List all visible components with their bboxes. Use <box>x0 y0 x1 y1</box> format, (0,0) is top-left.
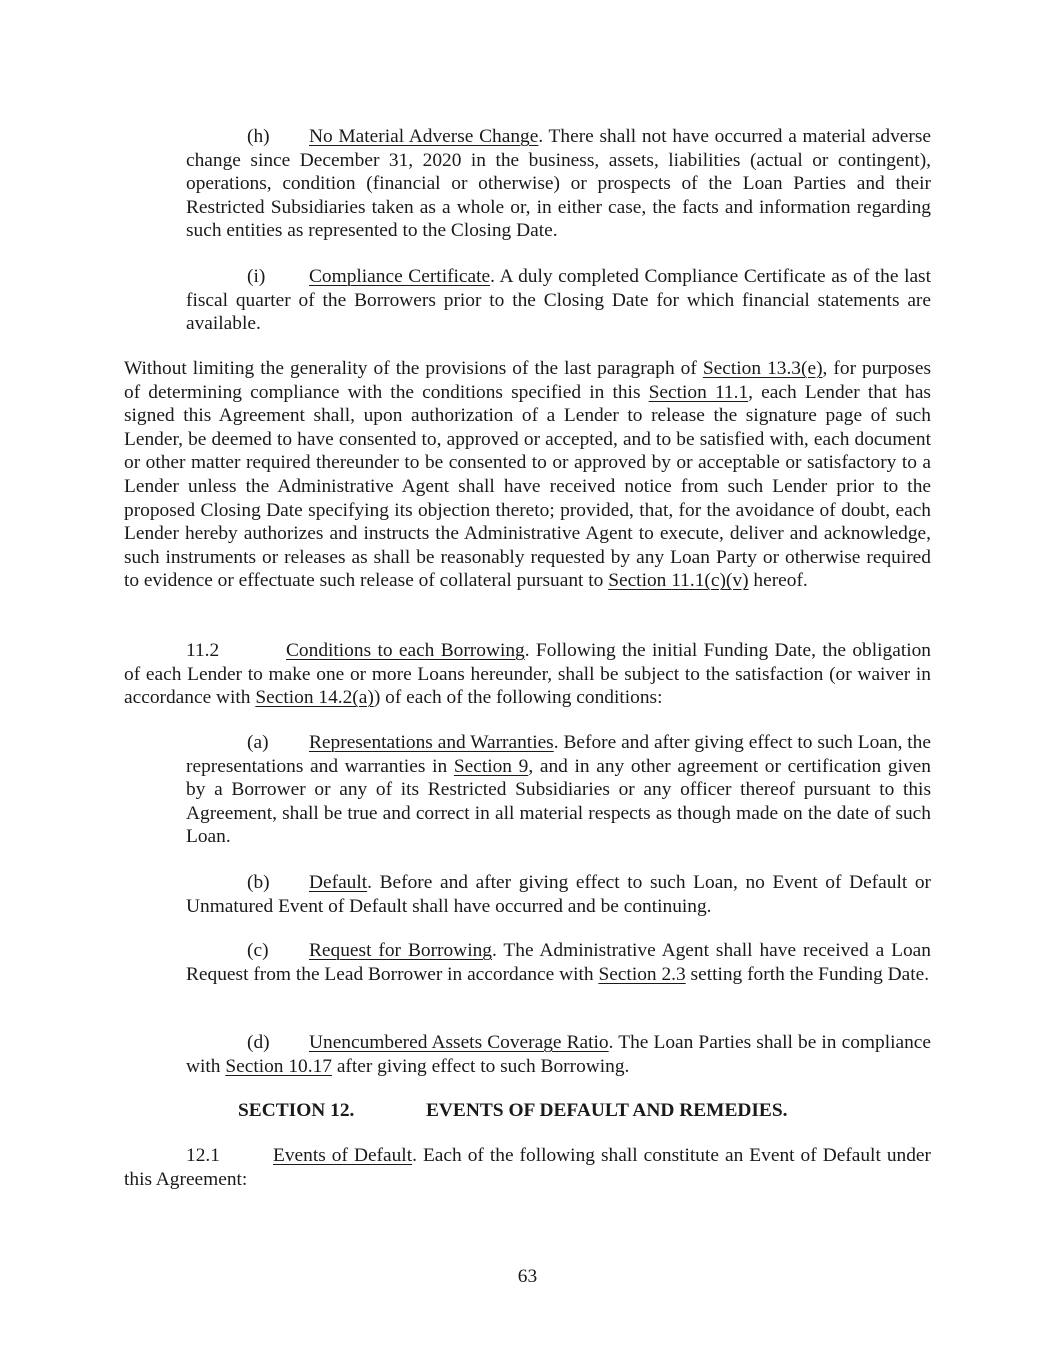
clause-title: Compliance Certificate <box>309 266 491 287</box>
section-title: Events of Default <box>273 1145 413 1166</box>
section-reference: Section 2.3 <box>598 963 686 985</box>
general-paragraph <box>124 357 931 593</box>
section-reference: Section 10.17 <box>225 1055 332 1077</box>
section-12-heading <box>238 1099 788 1123</box>
section-title: Conditions to each Borrowing <box>286 640 525 661</box>
clause-label: (b) <box>247 872 270 893</box>
clause-h <box>186 125 931 243</box>
section-reference: Section 11.1 <box>648 381 749 403</box>
page-number: 63 <box>517 1266 538 1287</box>
clause-text: . Before and after giving effect to such Loan, no Event of Default or Unmatured Event of Default shall have occurred and be continuing. <box>186 872 931 917</box>
section-heading-title: EVENTS OF DEFAULT AND REMEDIES. <box>426 1100 788 1121</box>
section-reference: Section 9 <box>453 755 529 777</box>
paragraph-text: hereof. <box>748 570 808 592</box>
clause-text: setting forth the Funding Date. <box>685 963 930 985</box>
section-reference: Section 14.2(a) <box>255 687 374 709</box>
clause-text: . The Loan Parties shall be in compliance with <box>186 1032 931 1077</box>
clause-title: Unencumbered Assets Coverage Ratio <box>309 1032 609 1053</box>
paragraph-text: ) of each of the following conditions: <box>373 687 663 709</box>
clause-text: , and in any other agreement or certification given by a Borrower or any of its Restricted Subsidiaries or any officer thereof pursuant to this Agreement, shall be true and correct in all material respects as though made on the date of such Loan. <box>186 755 931 848</box>
clause-c <box>186 939 931 986</box>
clause-label: (c) <box>247 940 269 961</box>
clause-text: . The Administrative Agent shall have received a Loan Request from the Lead Borrower in accordance with <box>186 940 931 985</box>
clause-label: (i) <box>247 266 266 287</box>
clause-b <box>186 871 931 918</box>
paragraph-text: , for purposes of determining compliance with the conditions specified in this <box>124 358 931 403</box>
clause-text: after giving effect to such Borrowing. <box>331 1055 630 1077</box>
clause-label: (h) <box>247 126 270 147</box>
paragraph-text: . Following the initial Funding Date, the obligation of each Lender to make one or more Loans hereunder, shall be subject to the satisfaction (or waiver in accordance with <box>124 640 931 709</box>
clause-title: Request for Borrowing <box>309 940 492 961</box>
clause-i <box>186 265 931 336</box>
section-reference: Section 13.3(e) <box>702 358 823 379</box>
paragraph-text: . Each of the following shall constitute an Event of Default under this Agreement: <box>124 1145 931 1190</box>
clause-label: (a) <box>247 732 269 753</box>
section-heading-number: SECTION 12. <box>238 1100 355 1121</box>
paragraph-text: , each Lender that has signed this Agreement shall, upon authorization of a Lender to release the signature page of such Lender, be deemed to have consented to, approved or accepted, and to be satisfied with, each document or other matter required thereunder to be consented to or approved by or acceptable or satisfactory to a Lender unless the Administrative Agent shall have received notice from such Lender prior to the proposed Closing Date specifying its objection thereto; provided, that, for the avoidance of doubt, each Lender hereby authorizes and instructs the Administrative Agent to execute, deliver and acknowledge, such instruments or releases as shall be reasonably requested by any Loan Party or otherwise required to evidence or effectuate such release of collateral pursuant to <box>124 381 931 592</box>
clause-a <box>186 731 931 849</box>
section-12-1 <box>124 1144 931 1191</box>
section-number: 12.1 <box>186 1145 220 1166</box>
clause-label: (d) <box>247 1032 270 1053</box>
clause-d <box>186 1031 931 1078</box>
clause-text: . There shall not have occurred a material adverse change since December 31, 2020 in the business, assets, liabilities (actual or contingent), operations, condition (financial or otherwise) or prospects of the Loan Parties and their Restricted Subsidiaries taken as a whole or, in either case, the facts and information regarding such entities as represented to the Closing Date. <box>186 126 931 242</box>
section-reference: Section 11.1(c)(v) <box>608 570 749 592</box>
clause-text: . Before and after giving effect to such Loan, the representations and warranties in <box>186 732 931 777</box>
section-11-2 <box>124 639 931 710</box>
section-number: 11.2 <box>186 640 220 661</box>
clause-text: . A duly completed Compliance Certificate as of the last fiscal quarter of the Borrowers prior to the Closing Date for which financial statements are available. <box>186 266 931 335</box>
clause-title: Default <box>309 872 368 893</box>
paragraph-text: Without limiting the generality of the provisions of the last paragraph of <box>124 358 703 379</box>
clause-title: No Material Adverse Change <box>309 126 539 147</box>
clause-title: Representations and Warranties <box>309 732 554 753</box>
